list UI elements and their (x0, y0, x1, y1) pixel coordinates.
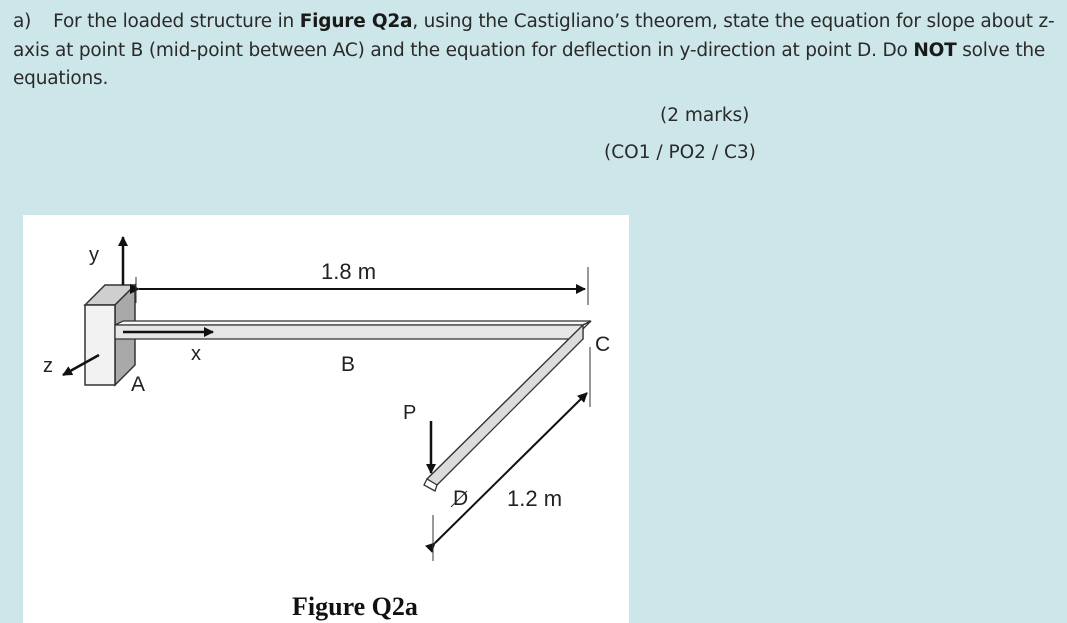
z-axis-label: z (43, 355, 53, 377)
point-b-label: B (341, 353, 356, 376)
y-axis-label: y (89, 244, 99, 266)
outcomes-label: (CO1 / PO2 / C3) (604, 142, 756, 163)
question-text-part-3: solve the equations. (13, 39, 1046, 89)
figure-reference: Figure Q2a (299, 11, 413, 32)
dimension-cd-label: 1.2 m (507, 486, 563, 511)
dimension-cd-arrow (435, 393, 587, 543)
figure-panel (23, 215, 629, 623)
load-label: P (403, 402, 417, 424)
question-text-part-1: For the loaded structure in (53, 11, 300, 32)
dimension-ac-label: 1.8 m (321, 259, 377, 284)
question-text-part-2: , using the Castigliano’s theorem, state the equation for slope about z-axis at point B (mid-point between AC) and the equation for deflection in y-direction at point D. Do (13, 11, 1055, 61)
structure-diagram (23, 215, 629, 623)
point-a-label: A (131, 373, 146, 396)
x-axis-label: x (191, 343, 201, 365)
beam-ac (115, 321, 591, 339)
question-text (13, 8, 1058, 94)
point-d-label: D (453, 487, 469, 510)
marks-label: (2 marks) (660, 105, 750, 126)
point-c-label: C (595, 333, 611, 356)
question-label: a) (13, 11, 32, 32)
figure-caption: Figure Q2a (292, 592, 418, 621)
not-emphasis: NOT (913, 39, 957, 61)
beam-cd (424, 321, 591, 491)
